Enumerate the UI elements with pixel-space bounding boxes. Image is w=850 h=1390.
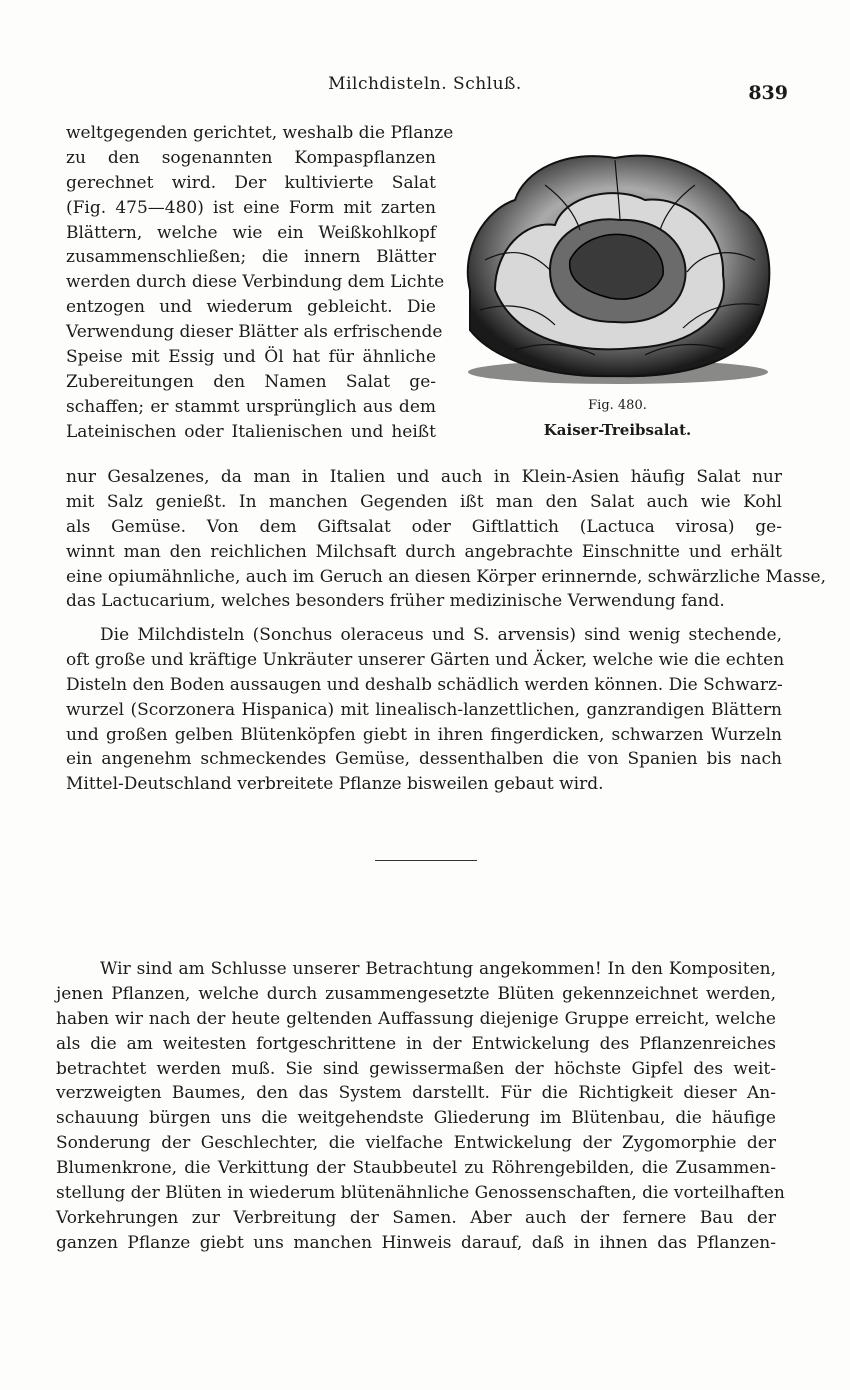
text-line: entzogen und wiederum gebleicht. Die: [66, 297, 436, 318]
text-line: und großen gelben Blütenköpfen giebt in ihren fingerdicken, schwarzen Wurzeln: [66, 724, 782, 745]
text-line: Wir sind am Schlusse unserer Betrachtung angekommen! In den Kompositen,: [100, 959, 776, 979]
text-line: als die am weitesten fortgeschrittene in der Entwickelung des Pflanzenreiches: [56, 1033, 776, 1054]
text-line: oft große und kräftige Unkräuter unserer Gärten und Äcker, welche wie die echten: [66, 649, 785, 670]
text-line: gerechnet wird. Der kultivierte Salat: [66, 172, 436, 193]
text-line: das Lactucarium, welches besonders früher medizinische Verwendung fand.: [66, 591, 725, 612]
text-line: verzweigten Baumes, den das System darstellt. Für die Richtigkeit dieser An-: [56, 1083, 776, 1104]
text-line: nur Gesalzenes, da man in Italien und auch in Klein-Asien häufig Salat nur: [66, 467, 782, 487]
text-line: Lateinischen oder Italienischen und heißt: [66, 421, 436, 442]
figure: [455, 140, 780, 455]
paragraph-2: [66, 623, 785, 797]
text-line: Vorkehrungen zur Verbreitung der Samen. Aber auch der fernere Bau der: [56, 1207, 776, 1228]
text-line: zusammenschließen; die innern Blätter: [66, 247, 436, 268]
figure-number: Fig. 480.: [588, 398, 647, 413]
text-line: Blumenkrone, die Verkittung der Staubbeutel zu Röhrengebilden, die Zusammen-: [56, 1158, 776, 1179]
text-line: betrachtet werden muß. Sie sind gewissermaßen der höchste Gipfel des weit-: [56, 1058, 776, 1079]
text-line: Speise mit Essig und Öl hat für ähnliche: [66, 347, 436, 368]
text-line: haben wir nach der heute geltenden Auffassung diejenige Gruppe erreicht, welche: [56, 1008, 776, 1029]
text-line: werden durch diese Verbindung dem Lichte: [66, 272, 445, 293]
text-line: Verwendung dieser Blätter als erfrischende: [66, 322, 443, 343]
text-line: schauung bürgen uns die weitgehendste Gliederung im Blütenbau, die häufige: [56, 1108, 776, 1129]
page-number: 839: [748, 82, 788, 104]
text-line: schaffen; er stammt ursprünglich aus dem: [66, 396, 436, 417]
paragraph-3: [56, 957, 785, 1256]
text-line: mit Salz genießt. In manchen Gegenden ißt man den Salat auch wie Kohl: [66, 491, 782, 512]
text-line: (Fig. 475—480) ist eine Form mit zarten: [66, 197, 436, 218]
text-line: weltgegenden gerichtet, weshalb die Pflanze: [66, 123, 454, 143]
text-line: Disteln den Boden aussaugen und deshalb schädlich werden können. Die Schwarz-: [66, 674, 783, 695]
text-line: als Gemüse. Von dem Giftsalat oder Giftlattich (Lactuca virosa) ge-: [66, 516, 782, 537]
figure-caption: Kaiser-Treibsalat.: [543, 421, 692, 439]
text-line: zu den sogenannten Kompaspflanzen: [66, 147, 436, 168]
running-head: Milchdisteln. Schluß.: [328, 74, 522, 94]
lettuce-illustration-icon: [455, 140, 780, 390]
text-line: Sonderung der Geschlechter, die vielfache Entwickelung der Zygomorphie der: [56, 1133, 776, 1154]
text-line: jenen Pflanzen, welche durch zusammengesetzte Blüten gekennzeichnet werden,: [56, 983, 776, 1004]
text-line: eine opiumähnliche, auch im Geruch an diesen Körper erinnernde, schwärzliche Masse,: [66, 566, 827, 587]
text-line: Zubereitungen den Namen Salat ge-: [66, 371, 436, 392]
text-line: wurzel (Scorzonera Hispanica) mit linealisch-lanzettlichen, ganzrandigen Blättern: [66, 699, 782, 720]
text-line: Blättern, welche wie ein Weißkohlkopf: [66, 222, 436, 243]
text-line: stellung der Blüten in wiederum blütenähnliche Genossenschaften, die vorteilhaften: [56, 1183, 785, 1204]
text-line: winnt man den reichlichen Milchsaft durch angebrachte Einschnitte und erhält: [66, 541, 782, 562]
text-line: ein angenehm schmeckendes Gemüse, dessenthalben die von Spanien bis nach: [66, 749, 782, 770]
text-line: ganzen Pflanze giebt uns manchen Hinweis darauf, daß in ihnen das Pflanzen-: [56, 1232, 776, 1253]
paragraph-1-narrow: [66, 121, 454, 445]
section-divider: [375, 860, 477, 861]
text-line: Mittel-Deutschland verbreitete Pflanze bisweilen gebaut wird.: [66, 774, 604, 795]
paragraph-1-wide: [66, 465, 827, 614]
text-line: Die Milchdisteln (Sonchus oleraceus und S. arvensis) sind wenig stechende,: [100, 625, 782, 645]
